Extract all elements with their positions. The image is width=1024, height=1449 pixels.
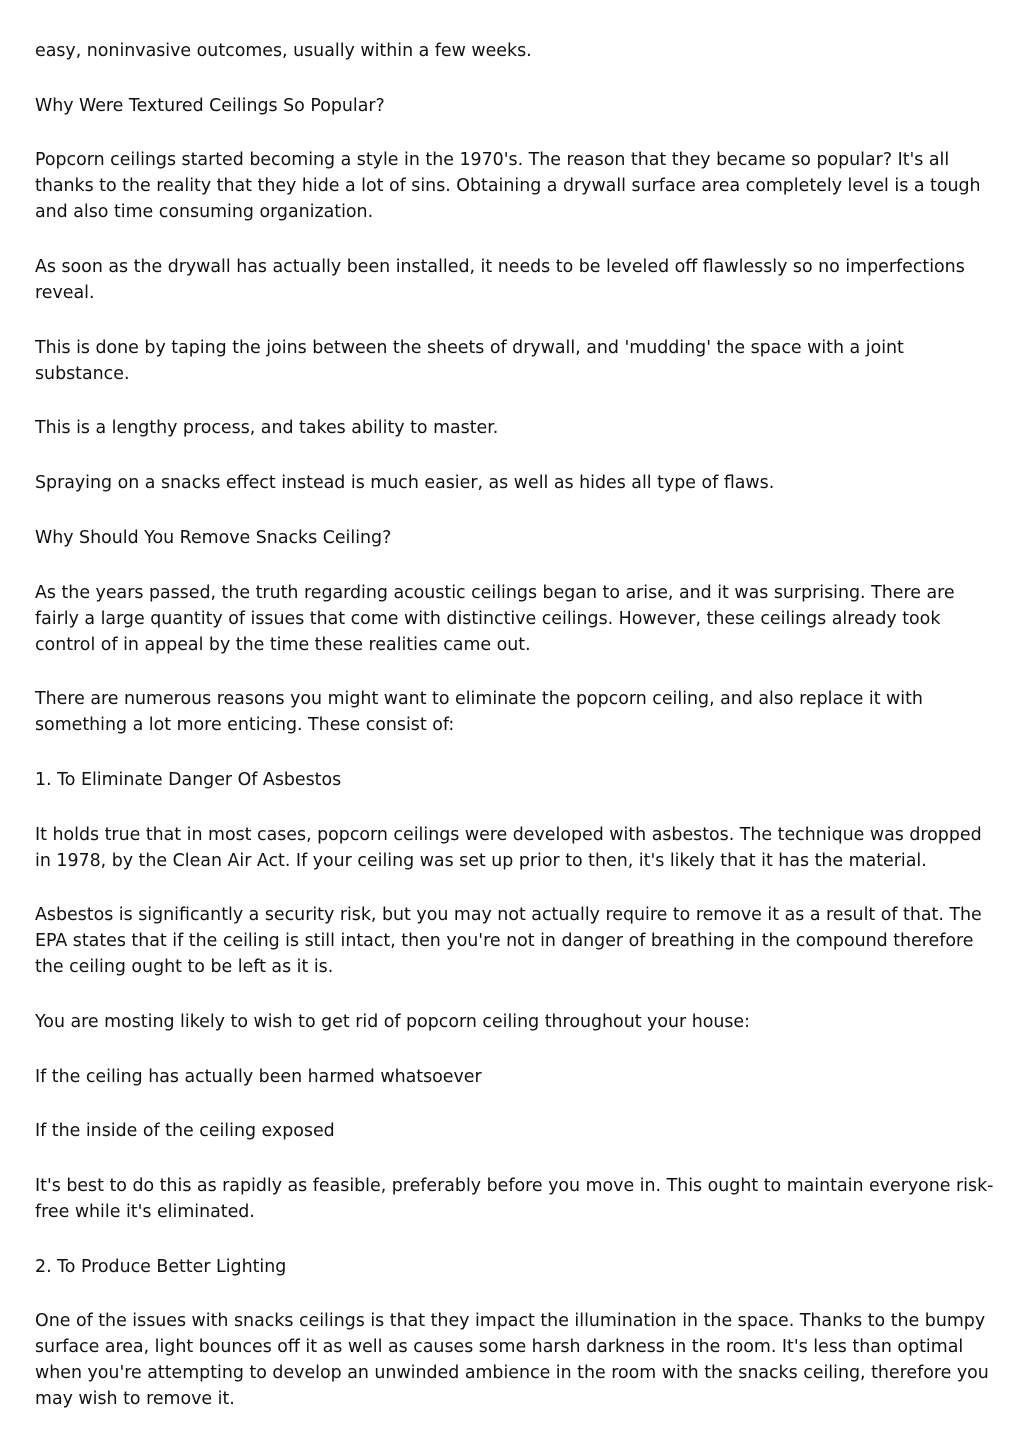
paragraph-intro-continuation: easy, noninvasive outcomes, usually within a few weeks. xyxy=(35,41,532,61)
section-heading-remove-ceiling: Why Should You Remove Snacks Ceiling? xyxy=(35,527,392,548)
paragraph-drywall-leveling: As soon as the drywall has actually been installed, it needs to be leveled off flawlessly so no imperfections reveal. xyxy=(35,257,965,304)
paragraph-remove-quickly: It's best to do this as rapidly as feasible, preferably before you move in. This ought to maintain everyone risk-free while it's eliminated. xyxy=(35,1176,994,1222)
paragraph-condition-harmed: If the ceiling has actually been harmed whatsoever xyxy=(35,1066,482,1087)
paragraph-reasons-list-intro: There are numerous reasons you might want to eliminate the popcorn ceiling, and also replace it with something a lot more enticing. These consist of: xyxy=(35,689,923,736)
paragraph-condition-exposed: If the inside of the ceiling exposed xyxy=(35,1121,335,1142)
paragraph-taping-joins: This is done by taping the joins between the sheets of drywall, and 'mudding' the space with a joint substance. xyxy=(35,337,904,384)
paragraph-lighting-issues: One of the issues with snacks ceilings is that they impact the illumination in the space. Thanks to the bumpy surface area, light bounces off it as well as causes some harsh darkness in the room. It's less than optimal when you're attempting to develop an unwinded ambience in the room with the snacks ceiling, therefore you may wish to remove it. xyxy=(35,1311,989,1410)
document-body xyxy=(35,38,995,1441)
paragraph-asbestos-risk: Asbestos is significantly a security risk, but you may not actually require to remove it as a result of that. The EPA states that if the ceiling is still intact, then you're not in danger of breathing in the compound therefore the ceiling ought to be left as it is. xyxy=(35,905,982,978)
paragraph-acoustic-truth: As the years passed, the truth regarding acoustic ceilings began to arise, and it was surprising. There are fairly a large quantity of issues that come with distinctive ceilings. However, these ceilings already took control of in appeal by the time these realities came out. xyxy=(35,582,955,655)
paragraph-asbestos-history: It holds true that in most cases, popcorn ceilings were developed with asbestos. The technique was dropped in 1978, by the Clean Air Act. If your ceiling was set up prior to then, it's likely that it has the material. xyxy=(35,824,982,871)
paragraph-removal-conditions: You are mosting likely to wish to get rid of popcorn ceiling throughout your house: xyxy=(35,1011,750,1032)
section-heading-textured-ceilings: Why Were Textured Ceilings So Popular? xyxy=(35,95,385,116)
paragraph-popcorn-history: Popcorn ceilings started becoming a style in the 1970's. The reason that they became so popular? It's all thanks to the reality that they hide a lot of sins. Obtaining a drywall surface area completely level is a tough and also time consuming organization. xyxy=(35,150,981,223)
paragraph-lengthy-process: This is a lengthy process, and takes ability to master. xyxy=(35,418,499,439)
paragraph-spraying-effect: Spraying on a snacks effect instead is much easier, as well as hides all type of flaws. xyxy=(35,473,775,494)
list-heading-lighting: 2. To Produce Better Lighting xyxy=(35,1256,287,1277)
list-heading-asbestos: 1. To Eliminate Danger Of Asbestos xyxy=(35,769,342,790)
